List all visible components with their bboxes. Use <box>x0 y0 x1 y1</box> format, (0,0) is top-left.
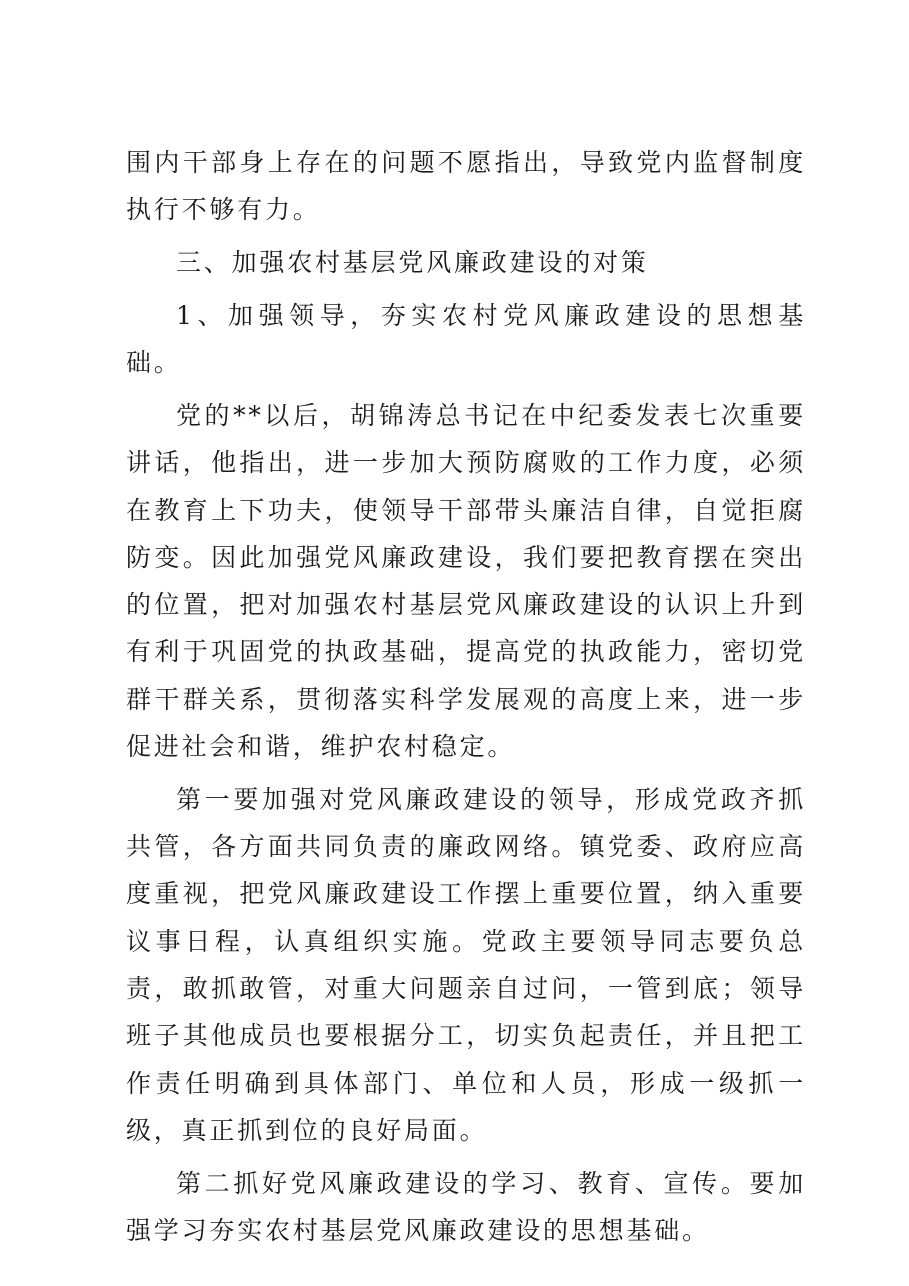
section-heading: 三、加强农村基层党风廉政建设的对策 <box>176 248 649 278</box>
paragraph: 第二抓好党风廉政建设的学习、教育、宣传。要加强学习夯实农村基层党风廉政建设的思想基础。 <box>126 1168 806 1246</box>
paragraph: 党的**以后，胡锦涛总书记在中纪委发表七次重要讲话，他指出，进一步加大预防腐败的工作力度，必须在教育上下功夫，使领导干部带头廉洁自律，自觉拒腐防变。因此加强党风廉政建设，我们要把教育摆在突出的位置，把对加强农村基层党风廉政建设的认识上升到有利于巩固党的执政基础，提高党的执政能力，密切党群干群关系，贯彻落实科学发展观的高度上来，进一步促进社会和谐，维护农村稳定。 <box>126 400 806 762</box>
paragraph: 第一要加强对党风廉政建设的领导，形成党政齐抓共管，各方面共同负责的廉政网络。镇党委、政府应高度重视，把党风廉政建设工作摆上重要位置，纳入重要议事日程，认真组织实施。党政主要领导同志要负总责，敢抓敢管，对重大问题亲自过问，一管到底；领导班子其他成员也要根据分工，切实负起责任，并且把工作责任明确到具体部门、单位和人员，形成一级抓一级，真正抓到位的良好局面。 <box>126 784 806 1145</box>
paragraph-continued: 围内干部身上存在的问题不愿指出，导致党内监督制度执行不够有力。 <box>126 148 806 225</box>
document-body <box>126 139 806 1260</box>
subsection-heading: 1、加强领导，夯实农村党风廉政建设的思想基础。 <box>126 300 806 378</box>
